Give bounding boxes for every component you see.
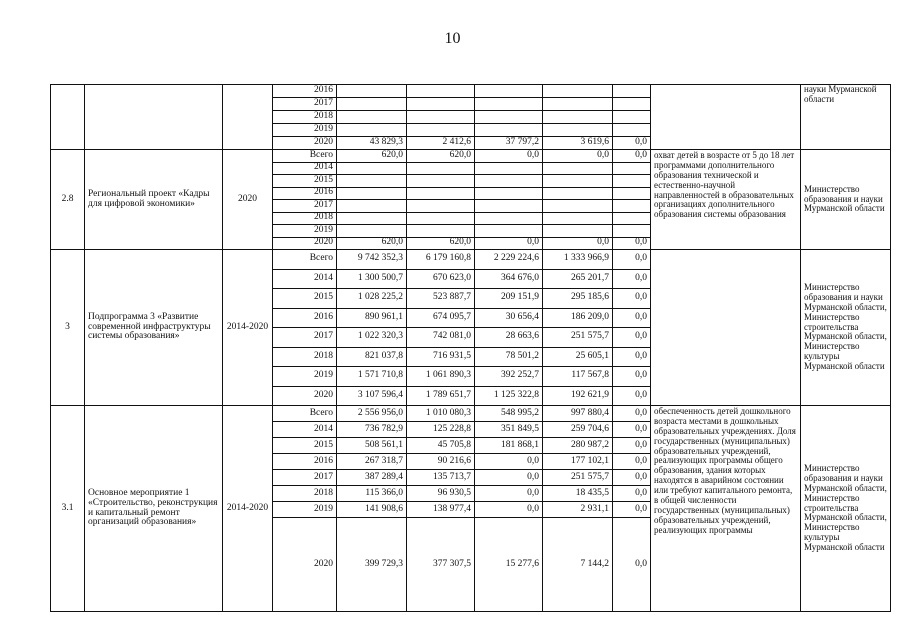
amount-cell: 78 501,2 — [475, 347, 543, 367]
year-cell: 2018 — [273, 347, 337, 367]
amount-cell: 6 179 160,8 — [407, 250, 475, 270]
year-cell: 2019 — [273, 367, 337, 387]
indicator-cell: охват детей в возрасте от 5 до 18 лет программами дополнительного образования технической и естественно-научной направленностей в образовательных организациях дополнительного образования системы образования — [651, 150, 801, 250]
amount-cell: 30 656,4 — [475, 308, 543, 328]
amount-cell — [543, 124, 613, 137]
amount-cell — [337, 187, 407, 200]
amount-cell — [407, 187, 475, 200]
row-name-cell: Основное мероприятие 1 «Строительство, реконструкция и капитальный ремонт организаций образования» — [85, 406, 223, 612]
row-period-cell: 2014-2020 — [223, 406, 273, 612]
indicator-cell — [651, 85, 801, 150]
amount-cell: 2 412,6 — [407, 137, 475, 150]
table-row — [51, 85, 891, 98]
year-cell: 2018 — [273, 111, 337, 124]
amount-cell: 0,0 — [613, 328, 651, 348]
amount-cell — [407, 124, 475, 137]
amount-cell — [407, 98, 475, 111]
amount-cell: 0,0 — [475, 486, 543, 502]
amount-cell — [543, 187, 613, 200]
amount-cell: 1 028 225,2 — [337, 289, 407, 309]
amount-cell: 0,0 — [613, 150, 651, 163]
amount-cell — [475, 85, 543, 98]
year-cell: 2019 — [273, 502, 337, 518]
row-index-cell: 3.1 — [51, 406, 85, 612]
amount-cell: 0,0 — [613, 237, 651, 250]
year-cell: 2019 — [273, 124, 337, 137]
executor-cell: Министерство образования и науки Мурманской области, Министерство строительства Мурманской области, Министерство культуры Мурманской области — [801, 250, 891, 406]
amount-cell — [543, 111, 613, 124]
amount-cell: 0,0 — [613, 518, 651, 612]
year-cell: 2016 — [273, 454, 337, 470]
year-cell: 2020 — [273, 137, 337, 150]
amount-cell — [475, 175, 543, 188]
amount-cell: 377 307,5 — [407, 518, 475, 612]
amount-cell: 523 887,7 — [407, 289, 475, 309]
amount-cell: 18 435,5 — [543, 486, 613, 502]
year-cell: 2020 — [273, 386, 337, 406]
amount-cell: 259 704,6 — [543, 422, 613, 438]
amount-cell: 0,0 — [543, 237, 613, 250]
amount-cell — [543, 162, 613, 175]
year-cell: 2014 — [273, 269, 337, 289]
amount-cell: 186 209,0 — [543, 308, 613, 328]
year-cell: 2014 — [273, 422, 337, 438]
amount-cell — [337, 111, 407, 124]
amount-cell — [407, 85, 475, 98]
amount-cell: 0,0 — [613, 386, 651, 406]
amount-cell — [613, 162, 651, 175]
amount-cell: 135 713,7 — [407, 470, 475, 486]
row-name-cell: Подпрограмма 3 «Развитие современной инфраструктуры системы образования» — [85, 250, 223, 406]
amount-cell: 37 797,2 — [475, 137, 543, 150]
row-index-cell — [51, 85, 85, 150]
amount-cell: 43 829,3 — [337, 137, 407, 150]
amount-cell: 280 987,2 — [543, 438, 613, 454]
amount-cell: 117 567,8 — [543, 367, 613, 387]
row-period-cell: 2014-2020 — [223, 250, 273, 406]
amount-cell: 265 201,7 — [543, 269, 613, 289]
year-cell: 2016 — [273, 308, 337, 328]
year-cell: 2015 — [273, 175, 337, 188]
amount-cell: 0,0 — [613, 250, 651, 270]
amount-cell: 2 931,1 — [543, 502, 613, 518]
amount-cell: 1 333 966,9 — [543, 250, 613, 270]
amount-cell — [475, 98, 543, 111]
amount-cell: 251 575,7 — [543, 328, 613, 348]
amount-cell — [543, 98, 613, 111]
amount-cell: 7 144,2 — [543, 518, 613, 612]
amount-cell: 295 185,6 — [543, 289, 613, 309]
amount-cell: 90 216,6 — [407, 454, 475, 470]
amount-cell: 0,0 — [613, 347, 651, 367]
executor-cell: Министерство образования и науки Мурманской области — [801, 150, 891, 250]
row-name-cell: Региональный проект «Кадры для цифровой экономики» — [85, 150, 223, 250]
amount-cell — [613, 175, 651, 188]
year-cell: 2019 — [273, 225, 337, 238]
amount-cell — [475, 200, 543, 213]
amount-cell: 1 010 080,3 — [407, 406, 475, 422]
amount-cell — [337, 85, 407, 98]
year-cell: 2015 — [273, 289, 337, 309]
table-row — [51, 150, 891, 163]
year-cell: 2020 — [273, 518, 337, 612]
amount-cell: 1 571 710,8 — [337, 367, 407, 387]
amount-cell: 620,0 — [337, 150, 407, 163]
amount-cell: 96 930,5 — [407, 486, 475, 502]
amount-cell: 0,0 — [613, 308, 651, 328]
amount-cell: 742 081,0 — [407, 328, 475, 348]
amount-cell: 890 961,1 — [337, 308, 407, 328]
year-cell: 2016 — [273, 187, 337, 200]
amount-cell: 670 623,0 — [407, 269, 475, 289]
amount-cell: 620,0 — [407, 150, 475, 163]
amount-cell — [407, 225, 475, 238]
amount-cell: 125 228,8 — [407, 422, 475, 438]
amount-cell: 1 789 651,7 — [407, 386, 475, 406]
indicator-cell: обеспеченность детей дошкольного возраста местами в дошкольных образовательных учреждениях. Доля государственных (муниципальных) образовательных учреждений, реализующих программы общего образования, здания которых находятся в аварийном состоянии или требуют капитального ремонта, в общей численности государственных (муниципальных) образовательных учреждений, реализующих программы — [651, 406, 801, 612]
amount-cell: 674 095,7 — [407, 308, 475, 328]
amount-cell — [337, 124, 407, 137]
amount-cell: 0,0 — [613, 470, 651, 486]
year-cell: Всего — [273, 250, 337, 270]
year-cell: 2020 — [273, 237, 337, 250]
amount-cell: 736 782,9 — [337, 422, 407, 438]
amount-cell — [475, 225, 543, 238]
amount-cell: 1 300 500,7 — [337, 269, 407, 289]
executor-cell: Министерство образования и науки Мурманской области, Министерство строительства Мурманской области, Министерство культуры Мурманской области — [801, 406, 891, 612]
amount-cell: 997 880,4 — [543, 406, 613, 422]
amount-cell — [613, 111, 651, 124]
amount-cell: 0,0 — [475, 237, 543, 250]
amount-cell: 392 252,7 — [475, 367, 543, 387]
amount-cell — [543, 175, 613, 188]
amount-cell: 364 676,0 — [475, 269, 543, 289]
year-cell: 2017 — [273, 328, 337, 348]
amount-cell — [337, 200, 407, 213]
amount-cell: 209 151,9 — [475, 289, 543, 309]
amount-cell: 0,0 — [613, 438, 651, 454]
amount-cell: 1 022 320,3 — [337, 328, 407, 348]
amount-cell — [613, 225, 651, 238]
amount-cell — [475, 187, 543, 200]
budget-table — [50, 84, 891, 612]
year-cell: 2017 — [273, 98, 337, 111]
amount-cell: 251 575,7 — [543, 470, 613, 486]
amount-cell: 0,0 — [475, 502, 543, 518]
amount-cell: 0,0 — [475, 150, 543, 163]
amount-cell: 351 849,5 — [475, 422, 543, 438]
amount-cell: 28 663,6 — [475, 328, 543, 348]
executor-cell: науки Мурманской области — [801, 85, 891, 150]
amount-cell — [337, 162, 407, 175]
amount-cell: 0,0 — [613, 406, 651, 422]
row-period-cell — [223, 85, 273, 150]
year-cell: 2014 — [273, 162, 337, 175]
table-row — [51, 250, 891, 270]
amount-cell — [613, 124, 651, 137]
amount-cell — [543, 85, 613, 98]
amount-cell: 0,0 — [613, 367, 651, 387]
amount-cell: 0,0 — [475, 470, 543, 486]
amount-cell: 45 705,8 — [407, 438, 475, 454]
amount-cell: 1 125 322,8 — [475, 386, 543, 406]
amount-cell: 115 366,0 — [337, 486, 407, 502]
indicator-cell — [651, 250, 801, 406]
amount-cell: 508 561,1 — [337, 438, 407, 454]
amount-cell: 25 605,1 — [543, 347, 613, 367]
amount-cell — [337, 225, 407, 238]
amount-cell: 3 107 596,4 — [337, 386, 407, 406]
amount-cell: 192 621,9 — [543, 386, 613, 406]
amount-cell: 548 995,2 — [475, 406, 543, 422]
amount-cell: 138 977,4 — [407, 502, 475, 518]
amount-cell: 0,0 — [613, 137, 651, 150]
amount-cell — [407, 200, 475, 213]
row-name-cell — [85, 85, 223, 150]
amount-cell: 0,0 — [613, 289, 651, 309]
amount-cell — [543, 212, 613, 225]
amount-cell: 141 908,6 — [337, 502, 407, 518]
year-cell: 2017 — [273, 470, 337, 486]
amount-cell: 3 619,6 — [543, 137, 613, 150]
amount-cell: 2 556 956,0 — [337, 406, 407, 422]
amount-cell: 0,0 — [475, 454, 543, 470]
amount-cell: 1 061 890,3 — [407, 367, 475, 387]
year-cell: 2017 — [273, 200, 337, 213]
amount-cell: 821 037,8 — [337, 347, 407, 367]
amount-cell — [613, 98, 651, 111]
table-row — [51, 406, 891, 422]
amount-cell — [337, 98, 407, 111]
amount-cell — [407, 175, 475, 188]
amount-cell: 716 931,5 — [407, 347, 475, 367]
amount-cell — [407, 212, 475, 225]
amount-cell — [475, 162, 543, 175]
amount-cell: 9 742 352,3 — [337, 250, 407, 270]
amount-cell — [475, 111, 543, 124]
amount-cell — [543, 225, 613, 238]
year-cell: 2016 — [273, 85, 337, 98]
amount-cell — [337, 175, 407, 188]
row-index-cell: 3 — [51, 250, 85, 406]
amount-cell — [475, 212, 543, 225]
amount-cell — [613, 85, 651, 98]
amount-cell: 15 277,6 — [475, 518, 543, 612]
amount-cell: 181 868,1 — [475, 438, 543, 454]
year-cell: 2018 — [273, 212, 337, 225]
amount-cell: 0,0 — [613, 486, 651, 502]
amount-cell — [407, 162, 475, 175]
amount-cell: 387 289,4 — [337, 470, 407, 486]
amount-cell: 0,0 — [543, 150, 613, 163]
amount-cell — [475, 124, 543, 137]
year-cell: 2018 — [273, 486, 337, 502]
amount-cell — [543, 200, 613, 213]
amount-cell: 267 318,7 — [337, 454, 407, 470]
year-cell: Всего — [273, 150, 337, 163]
amount-cell — [613, 200, 651, 213]
row-period-cell: 2020 — [223, 150, 273, 250]
amount-cell: 620,0 — [337, 237, 407, 250]
year-cell: 2015 — [273, 438, 337, 454]
amount-cell: 0,0 — [613, 269, 651, 289]
amount-cell: 620,0 — [407, 237, 475, 250]
amount-cell: 0,0 — [613, 422, 651, 438]
year-cell: Всего — [273, 406, 337, 422]
amount-cell — [613, 212, 651, 225]
amount-cell — [613, 187, 651, 200]
amount-cell: 399 729,3 — [337, 518, 407, 612]
amount-cell — [407, 111, 475, 124]
amount-cell: 0,0 — [613, 502, 651, 518]
page-number: 10 — [444, 30, 461, 47]
row-index-cell: 2.8 — [51, 150, 85, 250]
amount-cell — [337, 212, 407, 225]
amount-cell: 177 102,1 — [543, 454, 613, 470]
amount-cell: 2 229 224,6 — [475, 250, 543, 270]
amount-cell: 0,0 — [613, 454, 651, 470]
